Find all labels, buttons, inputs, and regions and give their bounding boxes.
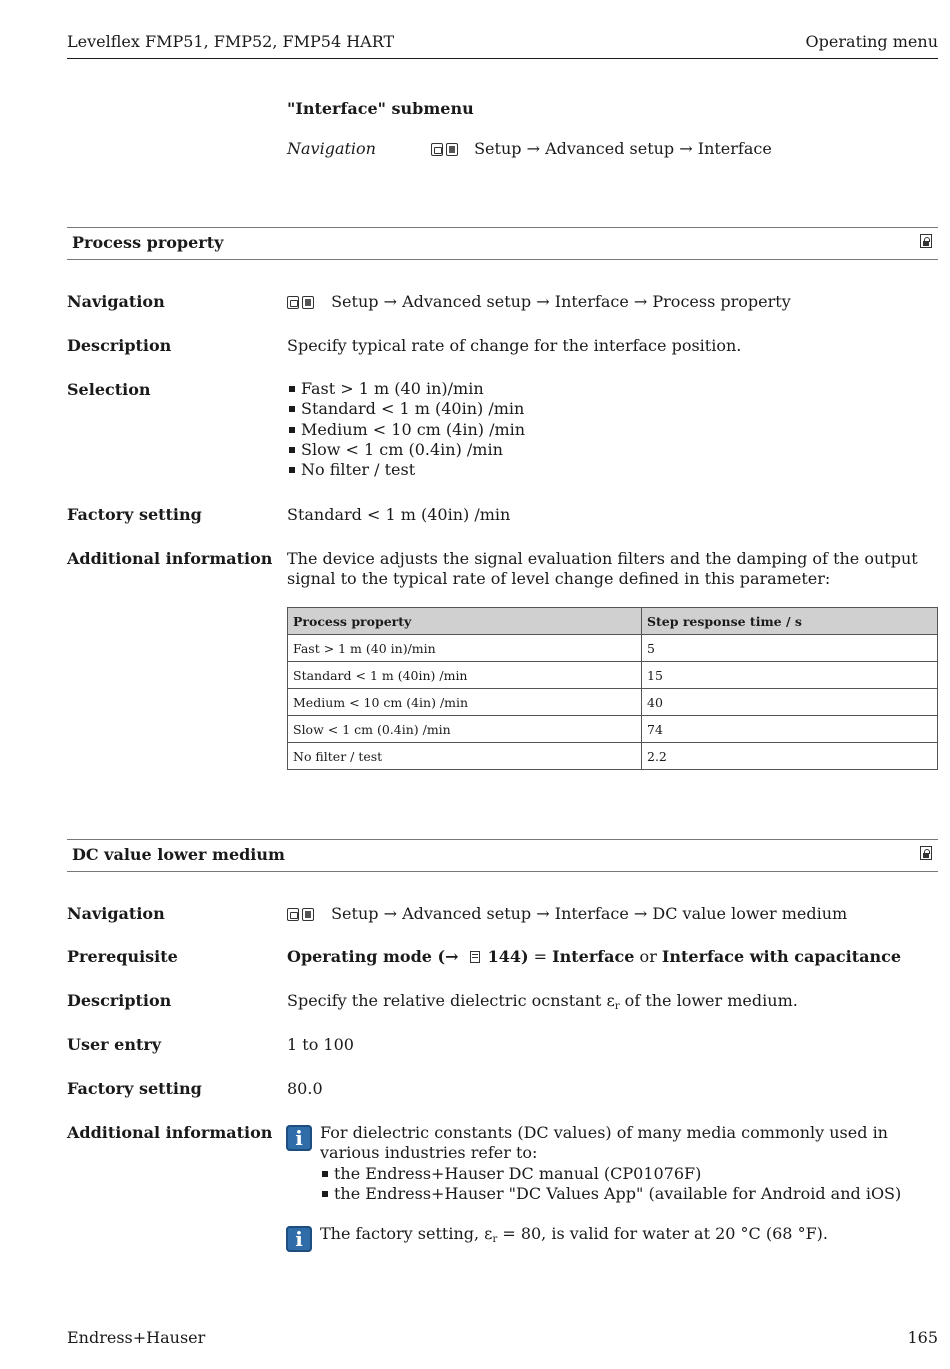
table-cell: Slow < 1 cm (0.4in) /min (288, 716, 642, 743)
info-icon: i (286, 1226, 312, 1252)
prereq-page-ref[interactable]: 144) (482, 947, 529, 966)
info-icon: i (286, 1125, 312, 1151)
navigation-icon (287, 294, 317, 313)
section-dc-value-lower-medium (67, 839, 938, 872)
table-header-row (288, 608, 938, 635)
selection-list (287, 379, 525, 480)
table-row (288, 635, 938, 662)
table-cell: 2.2 (642, 743, 938, 770)
section-title: DC value lower medium (72, 845, 285, 864)
prereq-or: or (634, 947, 662, 966)
list-item: No filter / test (287, 460, 525, 480)
user-entry-value: 1 to 100 (287, 1035, 354, 1054)
submenu-nav (431, 139, 772, 160)
info-note-dc-values (320, 1123, 920, 1204)
navigation-label: Navigation (67, 292, 165, 311)
prerequisite-text (287, 947, 901, 966)
prereq-parameter: Operating mode (→ (287, 947, 465, 966)
description-label: Description (67, 991, 172, 1010)
user-entry-label: User entry (67, 1035, 162, 1054)
navigation-icon (431, 141, 461, 160)
table-cell: 5 (642, 635, 938, 662)
table-cell: Standard < 1 m (40in) /min (288, 662, 642, 689)
table-row (288, 743, 938, 770)
additional-info-label: Additional information (67, 549, 273, 568)
page-number: 165 (907, 1328, 938, 1347)
step-response-table (287, 607, 938, 770)
table-cell: No filter / test (288, 743, 642, 770)
list-item: the Endress+Hauser "DC Values App" (available for Android and iOS) (320, 1184, 920, 1204)
navigation-label: Navigation (67, 904, 165, 923)
navigation-path-text: Setup → Advanced setup → Interface → Process property (331, 292, 791, 311)
list-item: the Endress+Hauser DC manual (CP01076F) (320, 1164, 920, 1184)
factory-setting-label: Factory setting (67, 1079, 202, 1098)
footer-brand: Endress+Hauser (67, 1328, 206, 1347)
lock-icon (920, 234, 932, 248)
additional-info-label: Additional information (67, 1123, 273, 1142)
header-section: Operating menu (805, 32, 938, 51)
subscript: r (614, 1001, 620, 1012)
factory-setting-value: 80.0 (287, 1079, 323, 1098)
info-note-part: The factory setting, ε (320, 1224, 493, 1243)
submenu-title: "Interface" submenu (287, 99, 474, 118)
selection-label: Selection (67, 380, 151, 399)
table-row (288, 689, 938, 716)
table-cell: 74 (642, 716, 938, 743)
column-header: Step response time / s (642, 608, 938, 635)
section-title: Process property (72, 233, 224, 252)
description-text: Specify typical rate of change for the interface position. (287, 336, 742, 355)
description-part: Specify the relative dielectric ocnstant ε (287, 991, 615, 1010)
factory-setting-value: Standard < 1 m (40in) /min (287, 505, 511, 524)
list-item: Fast > 1 m (40 in)/min (287, 379, 525, 399)
info-note-part: = 80, is valid for water at 20 °C (68 °F). (497, 1224, 828, 1243)
prereq-option: Interface (552, 947, 635, 966)
page-ref-icon (470, 951, 480, 963)
prerequisite-label: Prerequisite (67, 947, 178, 966)
header-title: Levelflex FMP51, FMP52, FMP54 HART (67, 32, 395, 51)
table-cell: 40 (642, 689, 938, 716)
info-note-text: For dielectric constants (DC values) of many media commonly used in various industries refer to: (320, 1123, 888, 1163)
navigation-path-text: Setup → Advanced setup → Interface → DC value lower medium (331, 904, 848, 923)
submenu-nav-path: Setup → Advanced setup → Interface (474, 139, 772, 158)
info-note-list (320, 1164, 920, 1205)
submenu-nav-label: Navigation (287, 139, 376, 158)
list-item: Medium < 10 cm (4in) /min (287, 420, 525, 440)
factory-setting-label: Factory setting (67, 505, 202, 524)
navigation-icon (287, 906, 317, 925)
subscript: r (492, 1234, 498, 1245)
table-cell: Fast > 1 m (40 in)/min (288, 635, 642, 662)
prereq-equals: = (528, 947, 553, 966)
list-item: Slow < 1 cm (0.4in) /min (287, 440, 525, 460)
lock-icon (920, 846, 932, 860)
additional-info-text: The device adjusts the signal evaluation filters and the damping of the output signal to the typical rate of level change defined in this parameter: (287, 549, 918, 588)
table-row (288, 662, 938, 689)
list-item: Standard < 1 m (40in) /min (287, 399, 525, 419)
section-process-property (67, 227, 938, 260)
navigation-path (287, 292, 791, 313)
header-divider (67, 58, 938, 59)
navigation-path (287, 904, 847, 925)
info-note-factory (320, 1224, 828, 1244)
table-cell: Medium < 10 cm (4in) /min (288, 689, 642, 716)
description-text (287, 991, 798, 1010)
table-row (288, 716, 938, 743)
table-cell: 15 (642, 662, 938, 689)
prereq-option: Interface with capacitance (661, 947, 902, 966)
description-label: Description (67, 336, 172, 355)
description-part: of the lower medium. (619, 991, 798, 1010)
column-header: Process property (288, 608, 642, 635)
